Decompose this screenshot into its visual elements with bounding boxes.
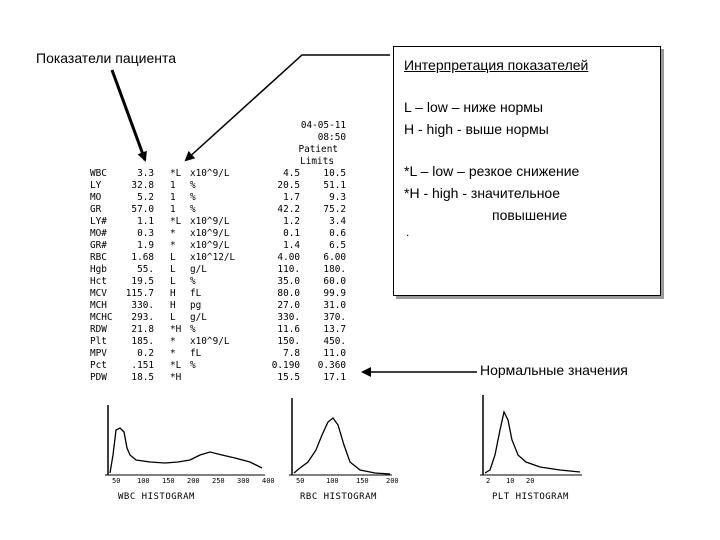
printout-param: MCHC [90,312,113,323]
interpretation-dot: . [406,225,410,239]
printout-value: 330. [131,300,154,311]
axis-tick-label: 100 [137,477,150,485]
printout-low-limit: 4.5 [283,168,300,179]
printout-high-limit: 0.6 [329,228,346,239]
printout-param: Plt [90,336,107,347]
printout-row [90,300,360,312]
printout-row [90,240,360,252]
interpretation-title: Интерпретация показателей [404,57,589,73]
printout-flag: *L [170,216,182,227]
plt-histogram-label: PLT HISTOGRAM [492,492,569,502]
printout-unit: % [190,360,196,371]
printout-value: 0.2 [137,348,154,359]
printout-value: 3.3 [137,168,154,179]
axis-tick-label: 50 [296,477,305,485]
printout-param: Hct [90,276,107,287]
printout-low-limit: 330. [277,312,300,323]
printout-unit: x10^9/L [190,336,230,347]
patient-arrow-1 [112,70,145,160]
printout-param: LY# [90,216,107,227]
printout-row [90,276,360,288]
printout-flag: L [170,252,176,263]
printout-low-limit: 7.8 [283,348,300,359]
printout-low-limit: 1.2 [283,216,300,227]
printout-value: 18.5 [131,372,154,383]
printout-high-limit: 9.3 [329,192,346,203]
wbc-axis-ticks [112,477,275,487]
axis-tick-label: 300 [237,477,250,485]
printout-row [90,252,360,264]
axis-tick-label: 20 [526,477,535,485]
printout-date: 04-05-11 [300,120,346,131]
printout-param: MCH [90,300,107,311]
printout-value: 1.68 [131,252,154,263]
printout-param: MPV [90,348,107,359]
printout-unit: x10^9/L [190,216,230,227]
printout-high-limit: 450. [323,336,346,347]
printout-low-limit: 35.0 [277,276,300,287]
printout-param: PDW [90,372,107,383]
axis-tick-label: 150 [162,477,175,485]
printout-flag: *L [170,360,182,371]
printout-flag: 1 [170,192,176,203]
printout-unit: % [190,276,196,287]
printout-high-limit: 99.9 [323,288,346,299]
patient-values-label: Показатели пациента [36,50,177,66]
printout-value: 19.5 [131,276,154,287]
printout-value: 57.0 [131,204,154,215]
printout-table [90,168,360,388]
printout-value: 55. [137,264,154,275]
printout-param: GR# [90,240,107,251]
printout-flag: L [170,276,176,287]
printout-param: Pct [90,360,107,371]
axis-tick-label: 2 [486,477,491,485]
printout-flag: *L [170,168,182,179]
printout-high-limit: 75.2 [323,204,346,215]
printout-unit: g/L [190,264,207,275]
printout-high-limit: 60.0 [323,276,346,287]
printout-value: 1.1 [137,216,154,227]
axis-tick-label: 400 [262,477,275,485]
printout-row [90,264,360,276]
printout-unit: % [190,192,196,203]
printout-flag: H [170,288,176,299]
printout-param: RDW [90,324,107,335]
printout-row [90,216,360,228]
printout-low-limit: 11.6 [277,324,300,335]
printout-row [90,348,360,360]
printout-flag: * [170,336,176,347]
printout-param: MO# [90,228,107,239]
printout-flag: *H [170,372,182,383]
printout-high-limit: 3.4 [329,216,346,227]
axis-tick-label: 50 [112,477,121,485]
printout-flag: L [170,312,176,323]
printout-value: .151 [131,360,154,371]
printout-flag: 1 [170,180,176,191]
printout-low-limit: 150. [277,336,300,347]
printout-unit: x10^9/L [190,228,230,239]
printout-high-limit: 10.5 [323,168,346,179]
printout-param: MO [90,192,102,203]
printout-low-limit: 1.7 [283,192,300,203]
printout-unit: x10^9/L [190,168,230,179]
printout-high-limit: 370. [323,312,346,323]
printout-unit: % [190,324,196,335]
printout-value: 115.7 [125,288,154,299]
printout-param: GR [90,204,102,215]
interpretation-box [393,46,661,296]
printout-value: 5.2 [137,192,154,203]
printout-unit: fL [190,348,202,359]
printout-low-limit: 80.0 [277,288,300,299]
rbc-axis-ticks [296,477,399,487]
printout-unit: pg [190,300,202,311]
wbc-histogram [105,405,265,475]
printout-row [90,360,360,372]
axis-tick-label: 10 [506,477,515,485]
printout-row [90,336,360,348]
axis-tick-label: 200 [187,477,200,485]
printout-high-limit: 17.1 [323,372,346,383]
axis-tick-label: 100 [326,477,339,485]
printout-high-limit: 0.360 [317,360,346,371]
printout-value: 0.3 [137,228,154,239]
printout-value: 185. [131,336,154,347]
interpretation-line-increase: повышение [492,207,568,223]
printout-row [90,324,360,336]
interpretation-line-critical-low: *L – low – резкое снижение [404,163,580,179]
printout-row [90,204,360,216]
printout-row [90,288,360,300]
printout-value: 32.8 [131,180,154,191]
printout-low-limit: 42.2 [277,204,300,215]
printout-row [90,228,360,240]
printout-low-limit: 0.190 [271,360,300,371]
printout-unit: % [190,180,196,191]
printout-unit: x10^12/L [190,252,236,263]
printout-row [90,372,360,384]
printout-low-limit: 110. [277,264,300,275]
printout-row [90,312,360,324]
printout-flag: *H [170,324,182,335]
printout-high-limit: 31.0 [323,300,346,311]
printout-high-limit: 11.0 [323,348,346,359]
printout-high-limit: 180. [323,264,346,275]
printout-param: LY [90,180,102,191]
printout-low-limit: 20.5 [277,180,300,191]
printout-flag: 1 [170,204,176,215]
printout-value: 1.9 [137,240,154,251]
printout-high-limit: 13.7 [323,324,346,335]
interpretation-line-low: L – low – ниже нормы [404,99,543,115]
printout-high-limit: 6.5 [329,240,346,251]
printout-low-limit: 27.0 [277,300,300,311]
printout-value: 293. [131,312,154,323]
printout-param: Hgb [90,264,107,275]
printout-low-limit: 15.5 [277,372,300,383]
axis-tick-label: 150 [356,477,369,485]
printout-patient-header: Patient [298,144,338,155]
rbc-histogram-label: RBC HISTOGRAM [300,492,377,502]
printout-flag: L [170,264,176,275]
printout-value: 21.8 [131,324,154,335]
axis-tick-label: 200 [386,477,399,485]
printout-time: 08:50 [317,132,346,143]
printout-unit: g/L [190,312,207,323]
plt-histogram [480,395,582,475]
printout-row [90,168,360,180]
printout-row [90,192,360,204]
rbc-histogram [289,398,392,475]
printout-unit: x10^9/L [190,240,230,251]
printout-flag: * [170,240,176,251]
printout-unit: fL [190,288,202,299]
printout-flag: * [170,348,176,359]
printout-high-limit: 51.1 [323,180,346,191]
printout-low-limit: 4.00 [277,252,300,263]
plt-axis-ticks [486,477,535,487]
printout-param: RBC [90,252,107,263]
printout-low-limit: 1.4 [283,240,300,251]
normal-values-label: Нормальные значения [480,362,628,378]
printout-param: WBC [90,168,107,179]
printout-param: MCV [90,288,107,299]
printout-flag: H [170,300,176,311]
axis-tick-label: 250 [212,477,225,485]
printout-flag: * [170,228,176,239]
wbc-histogram-label: WBC HISTOGRAM [118,492,195,502]
printout-high-limit: 6.00 [323,252,346,263]
printout-unit: % [190,204,196,215]
interpretation-line-high: H - high - выше нормы [404,121,549,137]
printout-low-limit: 0.1 [283,228,300,239]
printout-row [90,180,360,192]
interpretation-line-critical-high: *H - high - значительное [404,185,560,201]
printout-limits-header: Limits [300,156,334,167]
